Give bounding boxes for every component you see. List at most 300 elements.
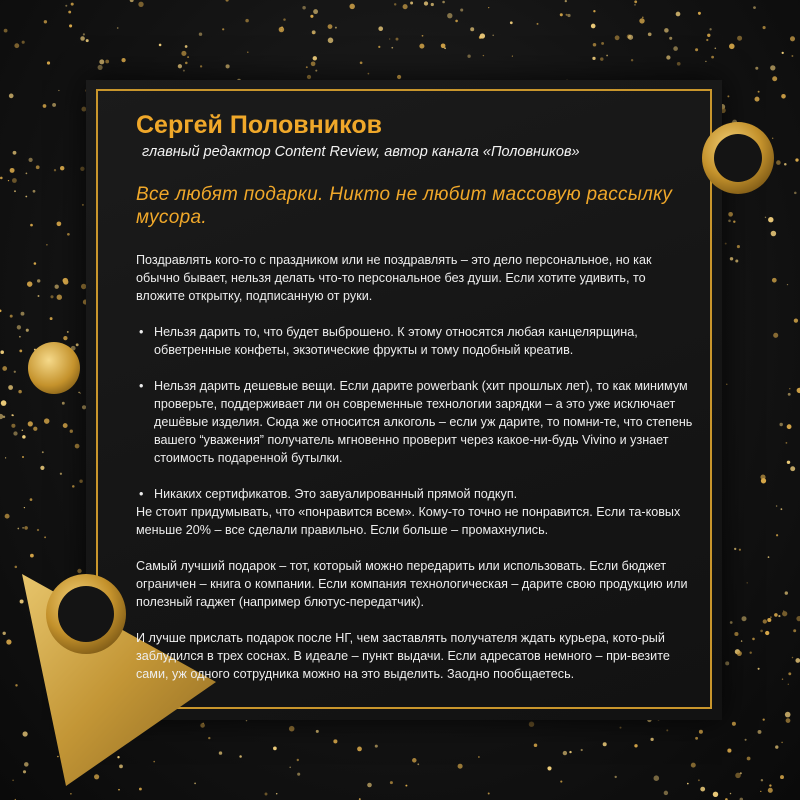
author-name: Сергей Половников [136, 111, 382, 139]
confetti-dot [772, 76, 777, 81]
confetti-dot [71, 3, 74, 6]
confetti-dot [615, 35, 620, 40]
confetti-dot [767, 618, 771, 622]
confetti-dot [307, 75, 311, 79]
confetti-dot [705, 61, 706, 62]
confetti-dot [734, 632, 738, 636]
confetti-dot [760, 791, 761, 792]
confetti-dot [776, 534, 778, 536]
confetti-dot [737, 36, 742, 41]
confetti-dot [22, 430, 24, 432]
confetti-dot [796, 616, 800, 621]
confetti-dot [276, 793, 277, 794]
confetti-dot [273, 747, 277, 751]
confetti-dot [666, 55, 670, 59]
bullet-item [136, 377, 696, 467]
confetti-dot [117, 27, 119, 29]
confetti-dot [55, 285, 59, 289]
confetti-dot [389, 38, 390, 39]
bullet-item [136, 323, 696, 359]
confetti-dot [62, 402, 65, 405]
confetti-dot [310, 15, 313, 18]
confetti-dot [794, 318, 798, 322]
confetti-dot [758, 91, 760, 93]
confetti-dot [9, 94, 14, 99]
confetti-dot [33, 190, 36, 193]
confetti-dot [669, 37, 672, 40]
confetti-dot [357, 747, 362, 752]
confetti-dot [0, 414, 3, 419]
confetti-dot [289, 767, 291, 769]
gold-ring-decoration [700, 120, 780, 200]
confetti-dot [3, 416, 5, 418]
bullet-dot: • [139, 325, 144, 339]
confetti-dot [782, 678, 783, 679]
confetti-dot [768, 556, 770, 558]
confetti-dot [24, 507, 25, 508]
confetti-dot [283, 18, 286, 21]
confetti-dot [14, 190, 16, 192]
confetti-dot [50, 295, 53, 298]
confetti-dot [730, 793, 732, 795]
confetti-dot [785, 712, 791, 718]
confetti-dot [699, 730, 703, 734]
confetti-dot [378, 46, 380, 48]
confetti-dot [183, 70, 185, 72]
confetti-dot [367, 783, 372, 788]
confetti-dot [634, 744, 637, 747]
confetti-dot [792, 657, 794, 659]
confetti-dot [758, 668, 760, 670]
confetti-dot [725, 243, 727, 245]
confetti-dot [375, 745, 378, 748]
confetti-dot [83, 33, 85, 35]
confetti-dot [666, 729, 668, 731]
confetti-dot [581, 749, 583, 751]
confetti-dot [755, 67, 758, 70]
bullet-text: Никаких сертификатов. Это завуалированный прямой подкуп. [154, 487, 518, 501]
confetti-dot [17, 528, 19, 530]
confetti-dot [534, 743, 538, 747]
confetti-dot [79, 479, 82, 482]
confetti-dot [26, 173, 28, 175]
confetti-dot [86, 39, 89, 42]
confetti-dot [82, 204, 84, 206]
confetti-dot [734, 548, 736, 550]
confetti-dot [648, 32, 652, 36]
confetti-dot [795, 158, 798, 161]
confetti-dot [21, 312, 25, 316]
confetti-dot [57, 221, 62, 226]
confetti-dot [313, 9, 318, 14]
confetti-dot [33, 427, 37, 431]
confetti-dot [226, 0, 229, 2]
confetti-dot [788, 672, 791, 675]
confetti-dot [787, 424, 792, 429]
confetti-dot [0, 310, 1, 313]
confetti-dot [200, 65, 202, 67]
confetti-dot [795, 658, 800, 663]
confetti-dot [567, 14, 570, 17]
confetti-dot [560, 13, 563, 16]
confetti-dot [394, 3, 396, 5]
confetti-dot [447, 13, 452, 18]
confetti-dot [226, 64, 230, 68]
author-role: главный редактор Content Review, автор канала «Половников» [142, 144, 580, 160]
confetti-dot [30, 554, 34, 558]
confetti-dot [10, 315, 13, 318]
confetti-dot [441, 43, 446, 48]
confetti-dot [773, 333, 778, 338]
confetti-dot [728, 212, 733, 217]
confetti-dot [13, 431, 17, 435]
confetti-dot [654, 775, 660, 781]
confetti-dot [634, 4, 635, 5]
confetti-dot [25, 196, 27, 198]
confetti-dot [99, 59, 104, 64]
bullet-dot: • [139, 379, 144, 393]
confetti-dot [787, 284, 788, 285]
confetti-dot [763, 718, 765, 720]
confetti-dot [737, 245, 740, 248]
confetti-dot [185, 45, 188, 48]
confetti-dot [378, 26, 383, 31]
confetti-dot [424, 1, 428, 5]
confetti-dot [547, 766, 551, 770]
confetti-dot [412, 758, 417, 763]
confetti-dot [403, 4, 408, 9]
confetti-dot [30, 498, 33, 501]
confetti-dot [488, 7, 489, 8]
confetti-dot [37, 529, 39, 531]
confetti-dot [768, 788, 773, 793]
confetti-dot [34, 262, 37, 265]
confetti-dot [431, 3, 434, 6]
confetti-dot [747, 757, 751, 761]
confetti-dot [15, 684, 17, 686]
confetti-dot [44, 20, 47, 23]
confetti-dot [781, 508, 783, 510]
confetti-dot [316, 730, 319, 733]
confetti-dot [691, 763, 696, 768]
confetti-dot [727, 95, 729, 97]
confetti-dot [289, 726, 295, 732]
confetti-dot [30, 224, 33, 227]
confetti-dot [784, 163, 787, 166]
confetti-dot [52, 103, 56, 107]
confetti-dot [70, 793, 72, 795]
confetti-dot [788, 684, 789, 685]
confetti-dot [38, 295, 40, 297]
confetti-dot [732, 722, 736, 726]
confetti-dot [728, 220, 731, 223]
confetti-dot [560, 781, 562, 783]
confetti-dot [794, 192, 797, 195]
confetti-dot [396, 38, 399, 41]
confetti-dot [700, 787, 705, 792]
bullet-item [136, 485, 696, 503]
confetti-dot [390, 781, 393, 784]
confetti-dot [130, 0, 134, 2]
confetti-dot [397, 75, 401, 79]
confetti-dot [11, 414, 13, 416]
confetti-dot [68, 11, 71, 14]
confetti-dot [483, 55, 484, 56]
confetti-dot [739, 549, 741, 551]
confetti-dot [642, 17, 644, 19]
confetti-dot [750, 652, 752, 654]
confetti-dot [63, 423, 68, 428]
confetti-dot [775, 745, 778, 748]
confetti-dot [765, 217, 766, 218]
headline: Все любят подарки. Никто не любит массовую рассылку мусора. [136, 184, 673, 228]
confetti-dot [27, 281, 32, 286]
confetti-dot [5, 514, 10, 519]
confetti-dot [695, 737, 698, 740]
confetti-dot [774, 613, 778, 617]
confetti-dot [753, 6, 756, 9]
confetti-dot [54, 169, 56, 171]
confetti-dot [58, 90, 59, 91]
confetti-dot [98, 65, 103, 70]
confetti-dot [335, 27, 337, 29]
confetti-dot [328, 38, 334, 44]
confetti-dot [410, 2, 413, 5]
confetti-dot [779, 423, 782, 426]
confetti-dot [40, 466, 44, 470]
confetti-dot [768, 217, 773, 222]
confetti-dot [760, 630, 763, 633]
confetti-dot [69, 24, 72, 27]
paragraph-intro: Поздравлять кого-то с праздником или не поздравлять – это дело персональное, но как обычно бывает, нельзя делать что-то персональное без души. Если хотите удивить, то вложите открытку, подписанную от руки. [136, 253, 652, 303]
confetti-dot [36, 165, 40, 169]
bullet-text: Нельзя дарить то, что будет выброшено. К этому относятся любая канцелярщина, обветренные конфеты, экзотические фрукты и тому подобный креатив. [154, 325, 638, 357]
confetti-dot [417, 763, 419, 765]
confetti-dot [222, 28, 224, 30]
paragraph-followup: Не стоит придумывать, что «понравится всем». Кому-то точно не понравится. Если та-ковых меньше 20% – все сделали правильно. Если больше – промахнулись. [136, 505, 681, 537]
article-content [136, 110, 696, 683]
confetti-dot [28, 158, 32, 162]
confetti-dot [593, 10, 595, 12]
confetti-dot [10, 168, 15, 173]
confetti-dot [707, 34, 710, 37]
confetti-dot [11, 424, 15, 428]
confetti-dot [12, 780, 14, 782]
confetti-dot [44, 418, 50, 424]
confetti-dot [0, 350, 4, 354]
confetti-dot [488, 793, 490, 795]
confetti-dot [783, 610, 784, 611]
confetti-dot [725, 661, 729, 665]
confetti-dot [442, 1, 445, 4]
confetti-dot [639, 18, 644, 23]
confetti-dot [620, 727, 622, 729]
confetti-dot [752, 638, 755, 641]
confetti-dot [247, 52, 248, 53]
confetti-dot [422, 35, 424, 37]
confetti-dot [711, 56, 714, 59]
confetti-dot [199, 32, 202, 35]
gold-dot-decoration [26, 340, 82, 396]
confetti-dot [44, 536, 46, 538]
confetti-dot [763, 26, 766, 29]
confetti-dot [771, 231, 777, 237]
confetti-dot [42, 451, 44, 453]
confetti-dot [615, 776, 617, 778]
confetti-dot [19, 350, 22, 353]
confetti-dot [467, 55, 470, 58]
confetti-dot [3, 632, 6, 635]
confetti-dot [737, 651, 742, 656]
confetti-dot [22, 435, 26, 439]
confetti-dot [763, 619, 767, 623]
confetti-dot [75, 444, 80, 449]
confetti-dot [706, 39, 708, 41]
confetti-dot [12, 178, 17, 183]
confetti-dot [628, 35, 633, 40]
confetti-dot [782, 52, 784, 54]
confetti-dot [537, 23, 539, 25]
confetti-dot [22, 456, 24, 458]
bullet-dot: • [139, 487, 144, 501]
confetti-dot [5, 457, 6, 458]
confetti-dot [634, 0, 637, 3]
confetti-dot [2, 366, 7, 371]
confetti-dot [606, 55, 608, 57]
confetti-dot [65, 5, 67, 7]
confetti-dot [313, 32, 315, 34]
confetti-dot [772, 278, 777, 283]
confetti-dot [0, 177, 3, 180]
confetti-dot [742, 616, 747, 621]
confetti-dot [780, 775, 784, 779]
confetti-dot [328, 24, 333, 29]
confetti-dot [458, 764, 463, 769]
confetti-dot [664, 791, 668, 795]
confetti-dot [480, 33, 485, 38]
confetti-dot [24, 526, 28, 530]
confetti-dot [37, 279, 40, 282]
confetti-dot [470, 27, 474, 31]
confetti-dot [67, 233, 70, 236]
confetti-dot [729, 44, 735, 50]
paragraph-closing: И лучше прислать подарок после НГ, чем заставлять получателя ждать курьера, кото-рый заблудился в трех соснах. В идеале – пункт выдачи. Если адресатов немного – при-везите сами, уж одного сотрудника можно на это выделить. Заодно пообщаетесь. [136, 631, 670, 681]
confetti-dot [770, 616, 772, 618]
confetti-dot [677, 62, 681, 66]
confetti-dot [105, 60, 109, 64]
confetti-dot [4, 29, 8, 33]
confetti-dot [529, 721, 534, 726]
confetti-dot [28, 421, 33, 426]
confetti-dot [782, 611, 787, 616]
confetti-dot [181, 51, 186, 56]
confetti-dot [601, 42, 604, 45]
confetti-dot [19, 336, 21, 338]
confetti-dot [741, 640, 742, 641]
confetti-dot [740, 772, 742, 774]
confetti-dot [715, 48, 717, 50]
confetti-dot [631, 59, 633, 61]
confetti-dot [730, 621, 733, 624]
confetti-dot [695, 48, 698, 51]
confetti-dot [50, 317, 53, 320]
confetti-dot [761, 779, 763, 781]
confetti-dot [302, 6, 305, 9]
confetti-dot [80, 36, 85, 41]
confetti-dot [745, 739, 747, 741]
confetti-dot [265, 793, 268, 796]
confetti-dot [360, 61, 363, 64]
confetti-dot [13, 151, 17, 155]
confetti-dot [563, 751, 567, 755]
confetti-dot [185, 62, 188, 65]
confetti-dot [63, 278, 69, 284]
confetti-dot [6, 639, 11, 644]
confetti-dot [187, 56, 189, 58]
confetti-dot [72, 485, 75, 488]
confetti-dot [333, 739, 337, 743]
confetti-dot [297, 773, 300, 776]
confetti-dot [368, 73, 370, 75]
confetti-dot [460, 8, 463, 11]
confetti-dot [793, 629, 796, 632]
bullet-text: Нельзя дарить дешевые вещи. Если дарите powerbank (хит прошлых лет), то как минимум проверьте, поддерживает ли он современные технологии зарядки – а это уже исключает дешёвые изделия. Сюда же относится алкоголь – если уж дарите, то помни-те, что степень вашего “уважения” получатель мгновенно проверит через какое-ни-будь Vivino и узнает стоимость подаренной бутылки. [154, 379, 693, 465]
confetti-dot [781, 94, 786, 99]
confetti-dot [492, 34, 494, 36]
confetti-dot [765, 631, 769, 635]
confetti-dot [698, 12, 701, 15]
confetti-dot [8, 385, 13, 390]
confetti-dot [600, 57, 603, 60]
confetti-dot [747, 582, 748, 583]
confetti-dot [15, 566, 17, 569]
confetti-dot [306, 66, 308, 68]
confetti-dot [22, 41, 25, 44]
confetti-dot [245, 19, 249, 23]
gold-ring-decoration-lower [44, 572, 128, 656]
confetti-dot [603, 742, 607, 746]
confetti-dot [14, 43, 19, 48]
confetti-dot [178, 64, 182, 68]
confetti-dot [664, 28, 669, 33]
confetti-dot [761, 478, 766, 483]
confetti-dot [769, 784, 771, 786]
confetti-dot [781, 742, 783, 744]
confetti-dot [789, 388, 790, 389]
confetti-dot [57, 294, 62, 299]
confetti-dot [673, 46, 678, 51]
confetti-dot [785, 591, 788, 594]
confetti-dot [121, 58, 125, 62]
confetti-dot [569, 751, 571, 753]
confetti-dot [419, 44, 424, 49]
confetti-dot [22, 527, 24, 529]
confetti-dot [313, 56, 317, 60]
confetti-dot [1, 400, 7, 406]
confetti-dot [239, 755, 242, 758]
confetti-dot [512, 56, 513, 57]
confetti-dot [391, 47, 393, 49]
confetti-dot [311, 61, 316, 66]
confetti-dot [650, 738, 653, 741]
confetti-dot [138, 2, 143, 7]
confetti-dot [733, 220, 735, 222]
paragraph-best-gift: Самый лучший подарок – тот, который можно передарить или использовать. Если бюджет ограничен – книга о компании. Если компания технологическая – дарите свою продукцию или полезный гаджет (например блютус-передатчик). [136, 559, 688, 609]
confetti-dot [727, 749, 731, 753]
confetti-dot [246, 720, 247, 721]
confetti-dot [60, 166, 64, 170]
confetti-dot [758, 730, 762, 734]
